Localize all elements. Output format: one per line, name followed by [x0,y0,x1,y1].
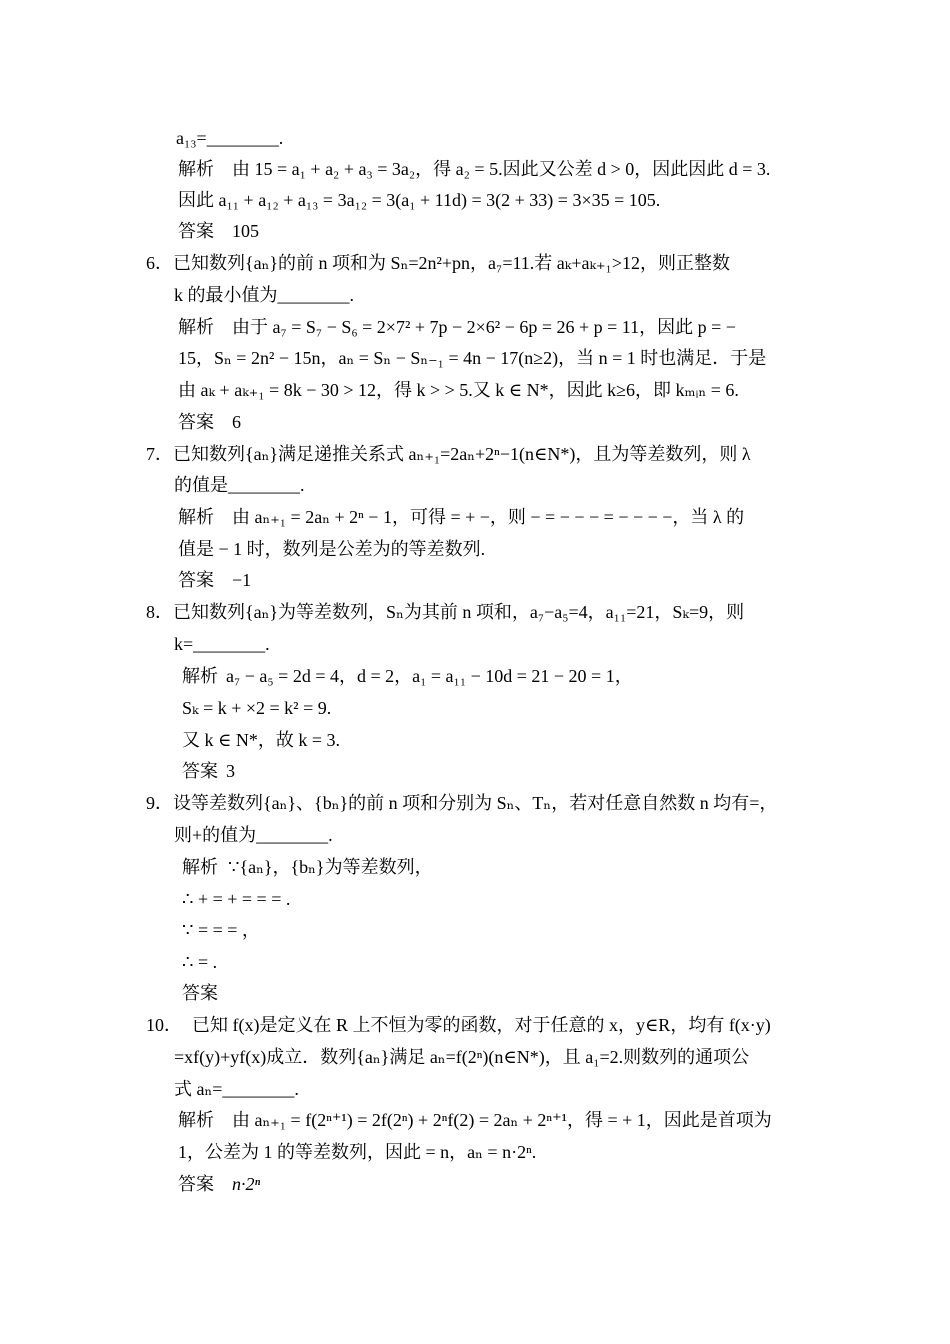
q6-analysis-line: 由 aₖ + aₖ₊₁ = 8k − 30 > 12，得 k > > 5.又 k ∈ N*，因此 k≥6，即 kₘᵢₙ = 6. [178,380,739,400]
q6-question-line: k 的最小值为________. [174,285,354,305]
answer-label: 答案 [182,761,218,781]
q8-answer-line: 答案 3 [182,761,235,781]
q9-answer-line [182,981,236,1005]
q7-analysis-line: 值是 − 1 时，数列是公差为的等差数列. [178,539,486,559]
q7-answer-line: 答案 −1 [178,570,252,590]
q9-question-line: 则+的值为________. [174,825,333,845]
q10-question-line: =xf(y)+yf(x)成立．数列{aₙ}满足 aₙ=f(2ⁿ)(n∈N*)，且 a₁=2.则数列的通项公 [174,1047,750,1067]
analysis-label: 解析 [182,666,218,686]
question-number: 7． [146,444,173,464]
q5-blank-line: a₁₃=________. [176,128,284,148]
analysis-label: 解析 [178,1110,214,1130]
q8-question-line: 8．已知数列{aₙ}为等差数列，Sₙ为其前 n 项和，a₇−a₅=4，a₁₁=21，Sₖ=9，则 [146,602,745,622]
q8-analysis-line: 又 k ∈ N*，故 k = 3. [182,730,340,750]
q7-question-line: 7．已知数列{aₙ}满足递推关系式 aₙ₊₁=2aₙ+2ⁿ−1(n∈N*)，且为等差数列，则 λ [146,444,751,464]
q6-analysis-line: 15，Sₙ = 2n² − 15n，aₙ = Sₙ − Sₙ₋₁ = 4n − 17(n≥2)，当 n = 1 时也满足．于是 [178,348,767,368]
q10-answer-line: 答案 n·2ⁿ [178,1174,261,1194]
answer-label: 答案 [178,221,214,241]
question-number: 9． [146,793,173,813]
answer-label: 答案 [178,1174,214,1194]
analysis-label: 解析 [178,507,214,527]
q7-question-line: 的值是________. [174,475,305,495]
q9-analysis-line: ∴ + = + = = = . [182,889,291,909]
q9-analysis-line: ∴ = . [182,952,218,972]
q7-analysis-line: 解析 由 aₙ₊₁ = 2aₙ + 2ⁿ − 1，可得 = + −，则 − = − − − = − − − −，当 λ 的 [178,507,745,527]
answer-label: 答案 [178,570,214,590]
q9-analysis-line: ∵ = = = ， [182,920,260,940]
q9-analysis-line: 解析 ∵{aₙ}，{bₙ}为等差数列， [182,857,433,877]
q10-question-line: 10． 已知 f(x)是定义在 R 上不恒为零的函数，对于任意的 x，y∈R，均有 f(x·y) [146,1015,771,1035]
analysis-label: 解析 [178,159,214,179]
question-number: 6． [146,253,173,273]
q6-question-line: 6．已知数列{aₙ}的前 n 项和为 Sₙ=2n²+pn，a₇=11.若 aₖ+aₖ₊₁>12，则正整数 [146,253,730,273]
q10-analysis-line: 1，公差为 1 的等差数列，因此 = n，aₙ = n·2ⁿ. [178,1142,537,1162]
q8-analysis-line: Sₖ = k + ×2 = k² = 9. [182,698,332,718]
q5-answer-line: 答案 105 [178,221,259,241]
answer-label: 答案 [182,983,218,1003]
answer-label: 答案 [178,412,214,432]
question-number: 10． [146,1015,182,1035]
q10-question-line: 式 aₙ=________. [174,1079,299,1099]
q8-question-line: k=________. [174,634,270,654]
analysis-label: 解析 [182,857,218,877]
q6-answer-line: 答案 6 [178,412,241,432]
q9-question-line: 9．设等差数列{aₙ}、{bₙ}的前 n 项和分别为 Sₙ、Tₙ，若对任意自然数 n 均有=， [146,793,778,813]
q6-analysis-line: 解析 由于 a₇ = S₇ − S₆ = 2×7² + 7p − 2×6² − 6p = 26 + p = 11，因此 p = − [178,317,736,337]
q10-analysis-line: 解析 由 aₙ₊₁ = f(2ⁿ⁺¹) = 2f(2ⁿ) + 2ⁿf(2) = 2aₙ + 2ⁿ⁺¹，得 = + 1，因此是首项为 [178,1110,772,1130]
question-number: 8． [146,602,173,622]
analysis-label: 解析 [178,317,214,337]
q5-analysis-line: 因此 a₁₁ + a₁₂ + a₁₃ = 3a₁₂ = 3(a₁ + 11d) = 3(2 + 33) = 3×35 = 105. [178,190,661,210]
q8-analysis-line: 解析 a₇ − a₅ = 2d = 4，d = 2，a₁ = a₁₁ − 10d = 21 − 20 = 1， [182,666,633,686]
q5-analysis-line: 解析 由 15 = a₁ + a₂ + a₃ = 3a₂，得 a₂ = 5.因此又公差 d > 0，因此因此 d = 3. [178,159,771,179]
